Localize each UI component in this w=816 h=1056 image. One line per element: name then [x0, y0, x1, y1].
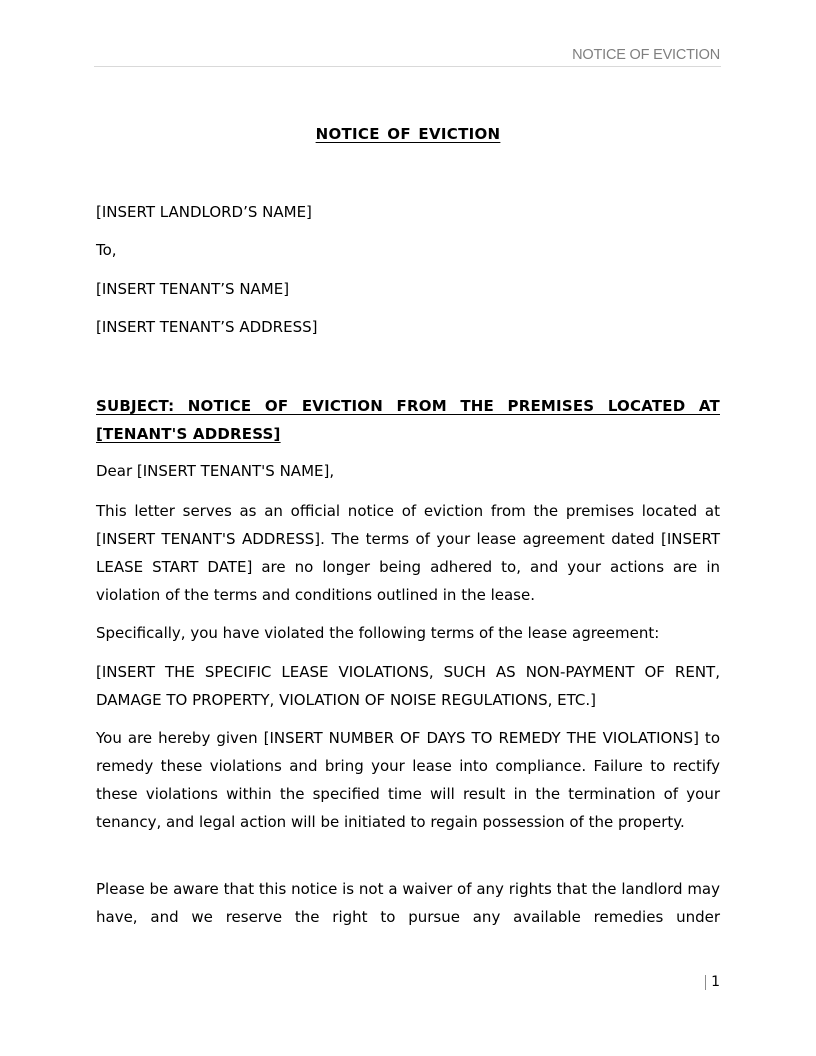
landlord-name: [INSERT LANDLORD’S NAME]	[96, 203, 312, 221]
page-number-separator	[705, 975, 706, 990]
paragraph-remedy	[96, 724, 720, 836]
tenant-name: [INSERT TENANT’S NAME]	[96, 280, 290, 298]
subject-line: SUBJECT: NOTICE OF EVICTION FROM THE PREMISES LOCATED AT [TENANT'S ADDRESS]	[96, 397, 720, 443]
to-line: To,	[96, 241, 117, 259]
header-divider	[94, 66, 721, 67]
salutation: Dear [INSERT TENANT'S NAME],	[96, 462, 335, 480]
paragraph-text: [INSERT THE SPECIFIC LEASE VIOLATIONS, SUCH AS NON-PAYMENT OF RENT, DAMAGE TO PROPERTY, VIOLATION OF NOISE REGULATIONS, ETC.]	[96, 663, 720, 709]
paragraph-rights	[96, 875, 720, 931]
paragraph-text: You are hereby given [INSERT NUMBER OF DAYS TO REMEDY THE VIOLATIONS] to remedy these violations and bring your lease into compliance. Failure to rectify these violations within the specified time will result in the termination of your tenancy, and legal action will be initiated to regain possession of the property.	[96, 729, 720, 831]
paragraph-text: This letter serves as an official notice of eviction from the premises located at [INSERT TENANT'S ADDRESS]. The terms of your lease agreement dated [INSERT LEASE START DATE] are no longer being adhered to, and your actions are in violation of the terms and conditions outlined in the lease.	[96, 502, 720, 604]
running-header: NOTICE OF EVICTION	[572, 47, 720, 63]
page-number	[705, 974, 720, 990]
document-title: NOTICE OF EVICTION	[315, 125, 501, 143]
paragraph-notice	[96, 497, 720, 609]
paragraph-text: Specifically, you have violated the following terms of the lease agreement:	[96, 624, 660, 642]
tenant-address: [INSERT TENANT’S ADDRESS]	[96, 318, 318, 336]
paragraph-violations-list	[96, 658, 720, 714]
paragraph-violations-intro	[96, 619, 720, 647]
page-number-value: 1	[711, 974, 720, 990]
paragraph-text: Please be aware that this notice is not a waiver of any rights that the landlord may have, and we reserve the right to pursue any available remedies under	[96, 880, 720, 926]
